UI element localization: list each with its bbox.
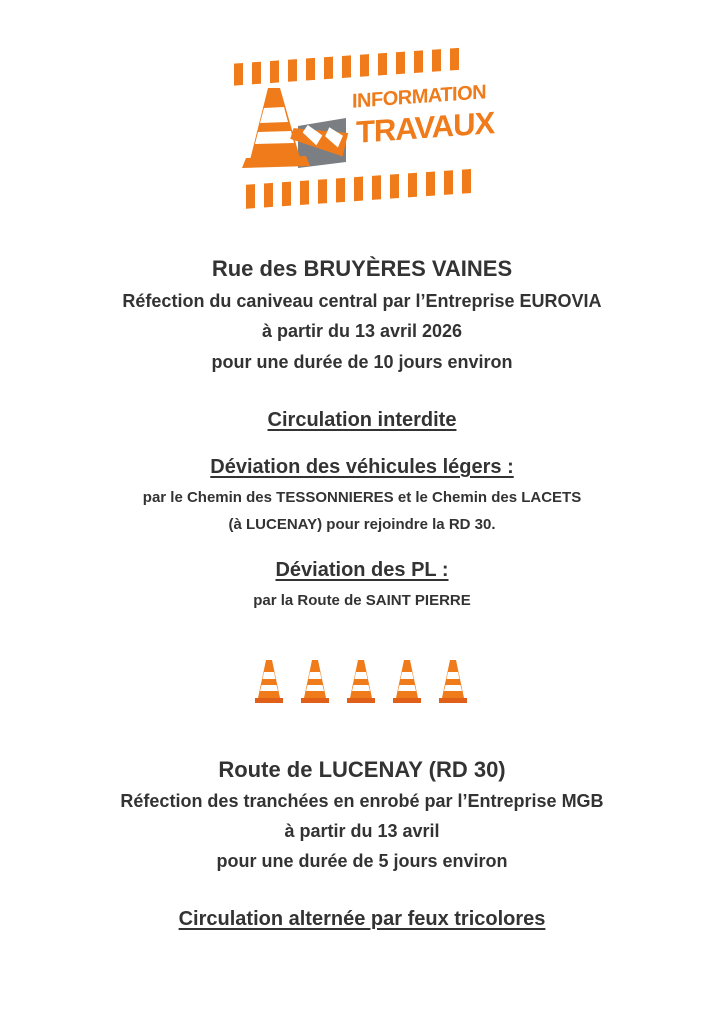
section1-traffic: Circulation interdite bbox=[267, 409, 457, 431]
section1-start: à partir du 13 avril 2026 bbox=[261, 321, 463, 341]
light-vehicles-route-1: par le Chemin des TESSONNIERES et le Chemin des LACETS bbox=[142, 489, 582, 506]
section2-work: Réfection des tranchées en enrobé par l’Entreprise MGB bbox=[120, 791, 604, 811]
information-travaux-logo bbox=[228, 30, 495, 212]
section2-traffic: Circulation alternée par feux tricolores bbox=[178, 908, 546, 930]
logo-line-1: INFORMATION bbox=[352, 81, 487, 113]
traffic-cone-icon bbox=[392, 658, 422, 704]
section2-start: à partir du 13 avril bbox=[284, 821, 440, 841]
traffic-cone-icon bbox=[254, 658, 284, 704]
section1-street: Rue des BRUYÈRES VAINES bbox=[211, 256, 513, 281]
light-vehicles-heading: Déviation des véhicules légers : bbox=[210, 456, 514, 478]
light-vehicles-route-2: (à LUCENAY) pour rejoindre la RD 30. bbox=[228, 516, 496, 533]
section1-work: Réfection du caniveau central par l’Entreprise EUROVIA bbox=[122, 291, 602, 311]
logo-line-2: TRAVAUX bbox=[356, 105, 495, 150]
heavy-vehicles-route: par la Route de SAINT PIERRE bbox=[253, 592, 471, 609]
heavy-vehicles-heading: Déviation des PL : bbox=[275, 559, 449, 581]
section1-duration: pour une durée de 10 jours environ bbox=[211, 352, 513, 372]
section2-duration: pour une durée de 5 jours environ bbox=[216, 851, 508, 871]
traffic-cone-icon bbox=[300, 658, 330, 704]
traffic-cone-icon bbox=[346, 658, 376, 704]
traffic-cone-icon bbox=[438, 658, 468, 704]
section2-street: Route de LUCENAY (RD 30) bbox=[218, 757, 506, 782]
cones-divider bbox=[250, 658, 470, 706]
